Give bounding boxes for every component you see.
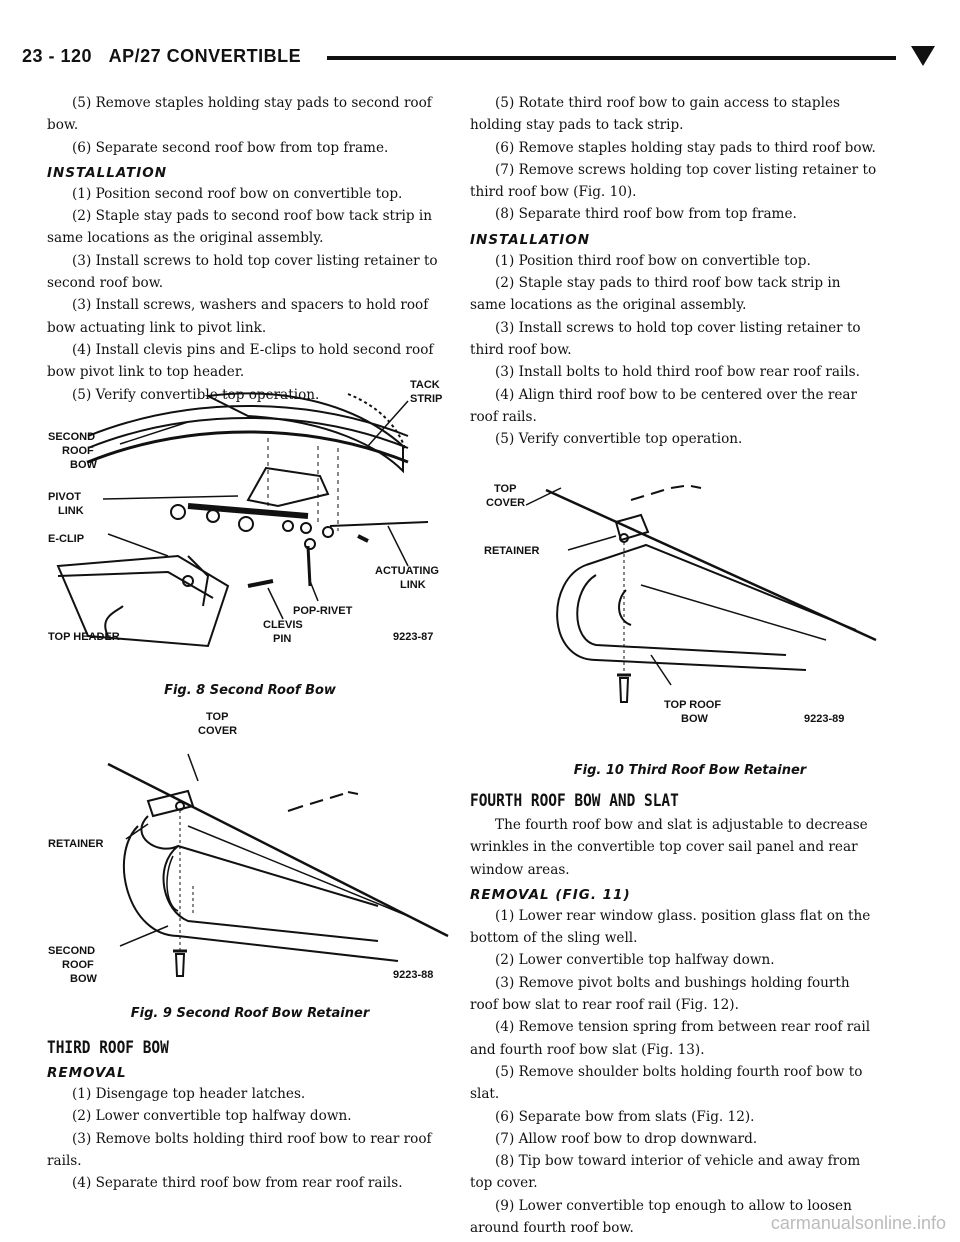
label-top: TOP bbox=[494, 483, 517, 495]
paragraph: The fourth roof bow and slat is adjustable to decrease wrinkles in the convertible top cover sail panel and rear window areas. bbox=[470, 817, 868, 878]
left-column-bottom bbox=[47, 1031, 457, 1194]
paragraph: (8) Separate third roof bow from top frame. bbox=[495, 206, 797, 223]
paragraph: (5) Rotate third roof bow to gain access to staples holding stay pads to tack strip. bbox=[470, 95, 840, 134]
paragraph: (3) Install bolts to hold third roof bow rear roof rails. bbox=[495, 364, 860, 381]
paragraph: (3) Install screws to hold top cover listing retainer to second roof bow. bbox=[47, 252, 438, 292]
second-roof-bow-illustration bbox=[48, 376, 458, 666]
figure-code: 9223-87 bbox=[393, 631, 434, 643]
label-top-header: TOP HEADER bbox=[48, 631, 120, 643]
paragraph: (1) Lower rear window glass. position glass flat on the bottom of the sling well. bbox=[470, 907, 871, 947]
label-second: SECOND bbox=[48, 431, 96, 443]
label-top-roof: TOP ROOF bbox=[664, 699, 722, 711]
installation-heading: INSTALLATION bbox=[470, 231, 591, 248]
label-pivot: PIVOT bbox=[48, 491, 82, 503]
removal-heading: REMOVAL (FIG. 11) bbox=[470, 886, 631, 903]
label-eclip: E-CLIP bbox=[48, 533, 85, 545]
label-retainer: RETAINER bbox=[484, 545, 540, 557]
label-roof: ROOF bbox=[62, 959, 94, 971]
paragraph: (5) Verify convertible top operation. bbox=[72, 386, 320, 403]
paragraph: (2) Staple stay pads to second roof bow tack strip in same locations as the original assembly. bbox=[47, 208, 432, 247]
paragraph: (1) Position second roof bow on convertible top. bbox=[72, 185, 403, 202]
paragraph: (2) Staple stay pads to third roof bow tack strip in same locations as the original assembly. bbox=[470, 275, 841, 314]
label-bow: BOW bbox=[681, 713, 708, 725]
figure-9-second-roof-bow-retainer bbox=[48, 706, 458, 996]
paragraph: (3) Remove bolts holding third roof bow to rear roof rails. bbox=[47, 1130, 432, 1169]
label-pin: PIN bbox=[273, 633, 292, 645]
page-header-text: 23 - 120 AP/27 CONVERTIBLE bbox=[22, 46, 302, 66]
paragraph: (3) Install screws, washers and spacers to hold roof bow actuating link to pivot link. bbox=[47, 297, 429, 336]
paragraph: (6) Remove staples holding stay pads to third roof bow. bbox=[495, 139, 876, 156]
paragraph: (9) Lower convertible top enough to allow to loosen around fourth roof bow. bbox=[470, 1197, 852, 1237]
paragraph: (7) Allow roof bow to drop downward. bbox=[495, 1130, 758, 1147]
paragraph: (3) Install screws to hold top cover listing retainer to third roof bow. bbox=[470, 319, 861, 358]
label-top: TOP bbox=[206, 711, 229, 723]
paragraph: (5) Remove shoulder bolts holding fourth roof bow to slat. bbox=[470, 1063, 863, 1103]
figure-10-third-roof-bow-retainer bbox=[476, 470, 886, 760]
paragraph: (5) Verify convertible top operation. bbox=[495, 431, 743, 448]
label-actuating-link: LINK bbox=[400, 579, 426, 591]
figure-8-second-roof-bow bbox=[48, 376, 458, 666]
label-strip: STRIP bbox=[410, 393, 443, 405]
label-poprivet: POP-RIVET bbox=[293, 605, 353, 617]
label-actuating: ACTUATING bbox=[375, 565, 439, 577]
paragraph: (1) Disengage top header latches. bbox=[72, 1086, 306, 1102]
label-retainer: RETAINER bbox=[48, 838, 104, 850]
paragraph: (4) Align third roof bow to be centered over the rear roof rails. bbox=[470, 386, 857, 425]
retainer-illustration bbox=[48, 706, 458, 996]
right-column-bottom bbox=[470, 784, 880, 1239]
paragraph: (6) Separate bow from slats (Fig. 12). bbox=[495, 1108, 755, 1125]
removal-heading: REMOVAL bbox=[47, 1065, 127, 1081]
page-header bbox=[22, 40, 940, 76]
paragraph: (4) Install clevis pins and E-clips to hold second roof bow pivot link to top header. bbox=[47, 341, 434, 381]
paragraph: (2) Lower convertible top halfway down. bbox=[72, 1108, 352, 1125]
figure-10-caption: Fig. 10 Third Roof Bow Retainer bbox=[573, 763, 807, 778]
label-cover: COVER bbox=[486, 497, 526, 509]
installation-heading: INSTALLATION bbox=[47, 164, 168, 181]
figure-code: 9223-89 bbox=[804, 713, 845, 725]
paragraph: (3) Remove pivot bolts and bushings holding fourth roof bow slat to rear roof rail (Fig. 12). bbox=[470, 974, 850, 1014]
label-second: SECOND bbox=[48, 945, 96, 957]
right-column-top bbox=[470, 92, 880, 450]
label-link: LINK bbox=[58, 505, 84, 517]
third-roof-bow-heading: THIRD ROOF BOW bbox=[47, 1038, 169, 1058]
label-cover: COVER bbox=[198, 725, 238, 737]
fourth-roof-bow-heading: FOURTH ROOF BOW AND SLAT bbox=[470, 791, 679, 811]
label-clevis: CLEVIS bbox=[263, 619, 303, 631]
header-rule bbox=[327, 56, 896, 60]
paragraph: (6) Separate second roof bow from top frame. bbox=[72, 139, 389, 156]
paragraph: (4) Remove tension spring from between rear roof rail and fourth roof bow slat (Fig. 13). bbox=[470, 1019, 871, 1058]
label-bow: BOW bbox=[70, 973, 97, 985]
watermark: carmanualsonline.info bbox=[770, 1213, 946, 1233]
label-roof: ROOF bbox=[62, 445, 94, 457]
figure-8-caption: Fig. 8 Second Roof Bow bbox=[164, 683, 336, 698]
figure-9-caption: Fig. 9 Second Roof Bow Retainer bbox=[130, 1006, 370, 1021]
paragraph: (8) Tip bow toward interior of vehicle and away from top cover. bbox=[470, 1153, 861, 1192]
left-column-top bbox=[47, 92, 457, 406]
paragraph: (5) Remove staples holding stay pads to second roof bow. bbox=[47, 95, 432, 134]
triangle-marker-icon bbox=[910, 44, 936, 68]
paragraph: (4) Separate third roof bow from rear roof rails. bbox=[72, 1175, 403, 1192]
paragraph: (1) Position third roof bow on convertible top. bbox=[495, 252, 811, 269]
label-tack: TACK bbox=[410, 379, 440, 391]
figure-code: 9223-88 bbox=[393, 969, 434, 981]
paragraph: (2) Lower convertible top halfway down. bbox=[495, 952, 775, 969]
paragraph: (7) Remove screws holding top cover listing retainer to third roof bow (Fig. 10). bbox=[470, 161, 877, 201]
third-bow-retainer-illustration bbox=[476, 470, 886, 760]
label-bow: BOW bbox=[70, 459, 97, 471]
